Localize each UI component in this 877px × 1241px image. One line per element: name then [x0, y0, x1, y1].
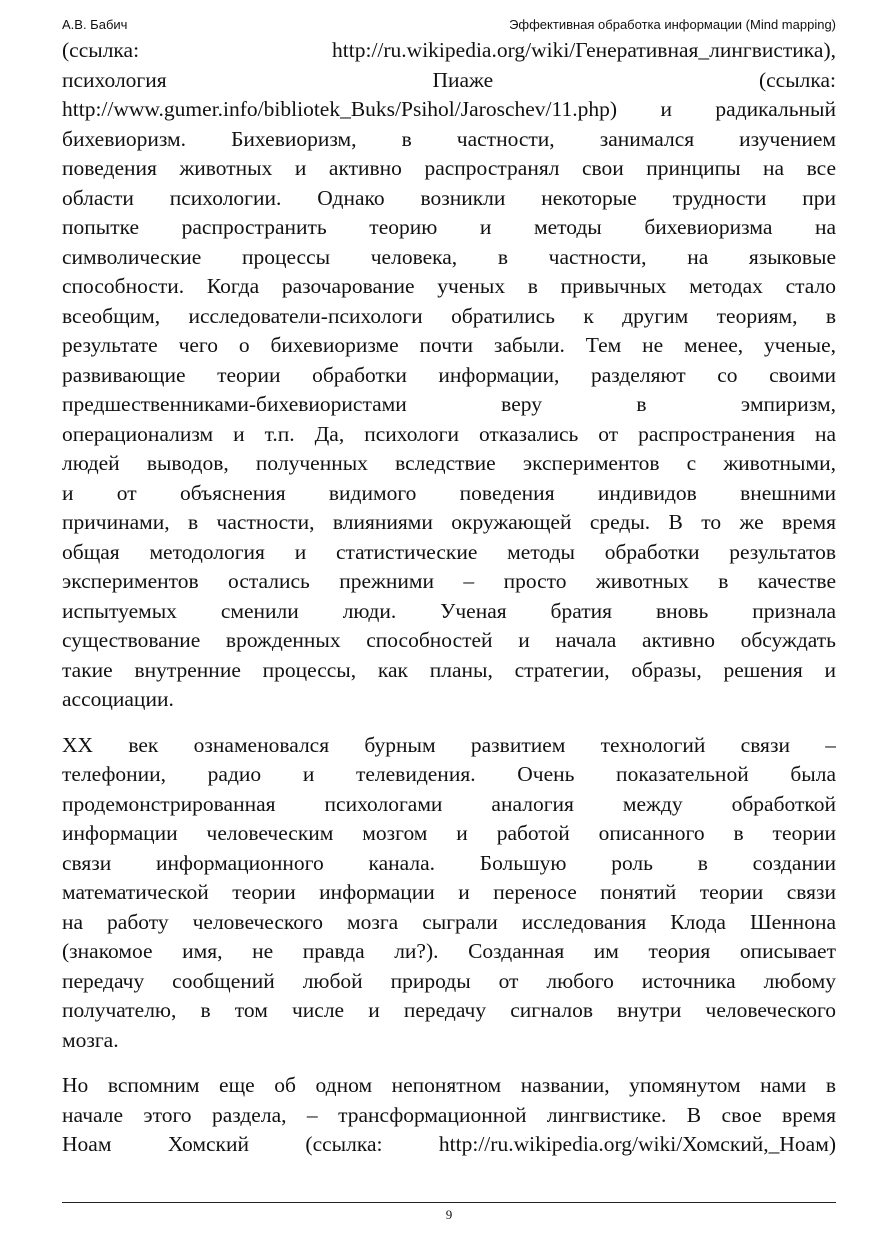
text-line: бихевиоризм. Бихевиоризм, в частности, занимался изучением — [62, 126, 836, 151]
text-line: существование врожденных способностей и начала активно обсуждать — [62, 628, 836, 652]
body-text — [62, 36, 836, 1160]
text-line: мозга. — [62, 1027, 119, 1052]
text-line: испытуемых сменили люди. Ученая братия вновь признала — [62, 598, 836, 623]
header-title: Эффективная обработка информации (Mind mapping) — [509, 17, 836, 32]
text-line: продемонстрированная психологами аналогия между обработкой — [62, 791, 836, 816]
text-line: на работу человеческого мозга сыграли исследования Клода Шеннона — [62, 909, 836, 934]
text-line: всеобщим, исследователи-психологи обратились к другим теориям, в — [62, 303, 836, 328]
text-line: развивающие теории обработки информации, разделяют со своими — [62, 362, 836, 387]
text-line: символические процессы человека, в частности, на языковые — [62, 244, 836, 269]
text-line: (ссылка: http://ru.wikipedia.org/wiki/Генеративная_лингвистика), — [62, 38, 836, 62]
text-line: попытке распространить теорию и методы бихевиоризма на — [62, 215, 836, 239]
text-line: связи информационного канала. Большую роль в создании — [62, 850, 836, 875]
text-line: ассоциации. — [62, 687, 174, 711]
header-author: А.В. Бабич — [62, 17, 128, 32]
paragraph — [62, 36, 836, 715]
text-line: телефонии, радио и телевидения. Очень показательной была — [62, 762, 836, 786]
text-line: способности. Когда разочарование ученых в привычных методах стало — [62, 274, 836, 298]
text-line: (знакомое имя, не правда ли?). Созданная им теория описывает — [62, 939, 836, 963]
text-line: общая методология и статистические методы обработки результатов — [62, 539, 836, 564]
text-line: передачу сообщений любой природы от любого источника любому — [62, 968, 836, 993]
text-line: информации человеческим мозгом и работой описанного в теории — [62, 821, 836, 845]
text-line: и от объяснения видимого поведения индивидов внешними — [62, 480, 836, 505]
text-line: начале этого раздела, – трансформационной лингвистике. В свое время — [62, 1102, 836, 1127]
paragraph-spacer — [62, 1055, 836, 1071]
text-line: http://www.gumer.info/bibliotek_Buks/Psihol/Jaroschev/11.php) и радикальный — [62, 97, 836, 121]
paragraph — [62, 731, 836, 1056]
page-number: 9 — [445, 1207, 453, 1222]
paragraph — [62, 1071, 836, 1160]
paragraph-spacer — [62, 715, 836, 731]
text-line: людей выводов, полученных вследствие экспериментов с животными, — [62, 451, 836, 475]
text-line: экспериментов остались прежними – просто животных в качестве — [62, 569, 836, 593]
text-line: такие внутренние процессы, как планы, стратегии, образы, решения и — [62, 657, 836, 682]
text-line: предшественниками-бихевиористами веру в эмпиризм, — [62, 392, 836, 416]
text-line: психология Пиаже (ссылка: — [62, 67, 836, 92]
text-line: Но вспомним еще об одном непонятном названии, упомянутом нами в — [62, 1073, 836, 1097]
text-line: получателю, в том числе и передачу сигналов внутри человеческого — [62, 998, 836, 1022]
text-line: результате чего о бихевиоризме почти забыли. Тем не менее, ученые, — [62, 333, 836, 357]
text-line: области психологии. Однако возникли некоторые трудности при — [62, 185, 836, 210]
page-header — [62, 17, 836, 35]
text-line: поведения животных и активно распространял свои принципы на все — [62, 156, 836, 180]
document-page — [62, 0, 836, 1241]
footer-divider — [62, 1202, 836, 1203]
text-line: причинами, в частности, влияниями окружающей среды. В то же время — [62, 510, 836, 534]
text-line: XX век ознаменовался бурным развитием технологий связи – — [62, 732, 836, 757]
text-line: Ноам Хомский (ссылка: http://ru.wikipedia.org/wiki/Хомский,_Ноам) — [62, 1132, 836, 1156]
text-line: операционализм и т.п. Да, психологи отказались от распространения на — [62, 421, 836, 446]
text-line: математической теории информации и переносе понятий теории связи — [62, 880, 836, 904]
